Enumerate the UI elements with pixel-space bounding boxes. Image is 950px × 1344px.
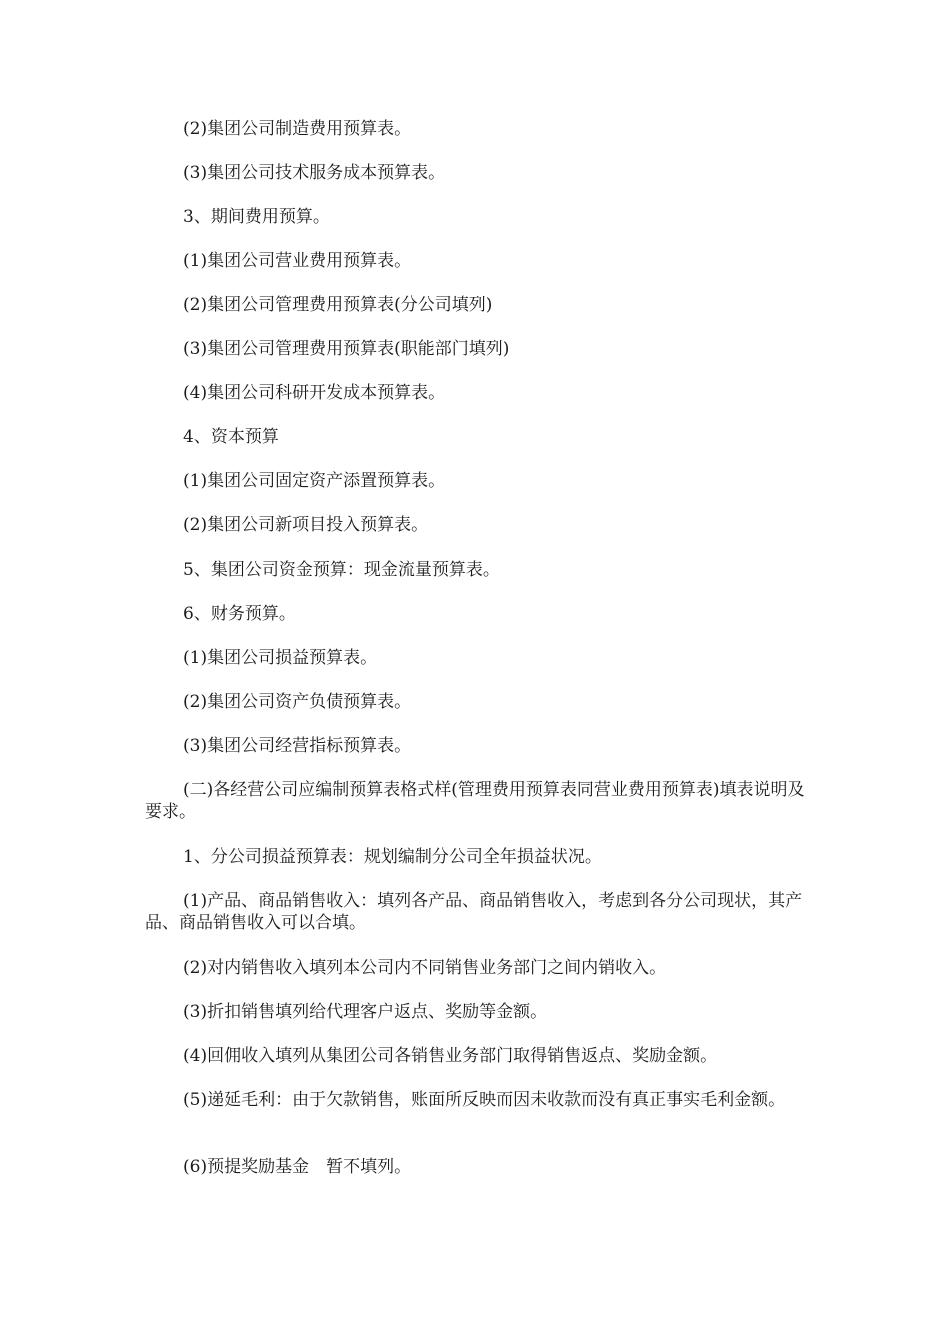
list-item: (2)集团公司管理费用预算表(分公司填列) [183, 295, 493, 315]
list-item: (1)集团公司损益预算表。 [183, 648, 378, 668]
list-item: (3)折扣销售填列给代理客户返点、奖励等金额。 [183, 1002, 548, 1022]
section-heading: (二)各经营公司应编制预算表格式样(管理费用预算表同营业费用预算表)填表说明及要求。 [145, 780, 805, 822]
list-item: (6)预提奖励基金 暂不填列。 [183, 1157, 412, 1177]
list-item: (3)集团公司经营指标预算表。 [183, 736, 412, 756]
section-heading: 1、分公司损益预算表：规划编制分公司全年损益状况。 [183, 847, 602, 867]
list-item: (2)集团公司资产负债预算表。 [183, 692, 412, 712]
section-heading: 4、资本预算 [183, 427, 279, 447]
list-item: (1)产品、商品销售收入：填列各产品、商品销售收入，考虑到各分公司现状，其产品、商品销售收入可以合填。 [145, 891, 803, 933]
list-item: (3)集团公司管理费用预算表(职能部门填列) [183, 339, 510, 359]
list-item: (1)集团公司营业费用预算表。 [183, 251, 412, 271]
list-item: (4)集团公司科研开发成本预算表。 [183, 383, 446, 403]
list-item: (5)递延毛利：由于欠款销售，账面所反映而因未收款而没有真正事实毛利金额。 [183, 1090, 786, 1110]
section-heading: 6、财务预算。 [183, 604, 296, 624]
list-item: (2)集团公司新项目投入预算表。 [183, 515, 429, 535]
list-item: (2)集团公司制造费用预算表。 [183, 119, 412, 139]
section-heading: 3、期间费用预算。 [183, 207, 330, 227]
list-item: (1)集团公司固定资产添置预算表。 [183, 471, 446, 491]
list-item: (4)回佣收入填列从集团公司各销售业务部门取得销售返点、奖励金额。 [183, 1046, 718, 1066]
section-heading: 5、集团公司资金预算：现金流量预算表。 [183, 560, 500, 580]
list-item: (2)对内销售收入填列本公司内不同销售业务部门之间内销收入。 [183, 958, 667, 978]
list-item: (3)集团公司技术服务成本预算表。 [183, 163, 446, 183]
